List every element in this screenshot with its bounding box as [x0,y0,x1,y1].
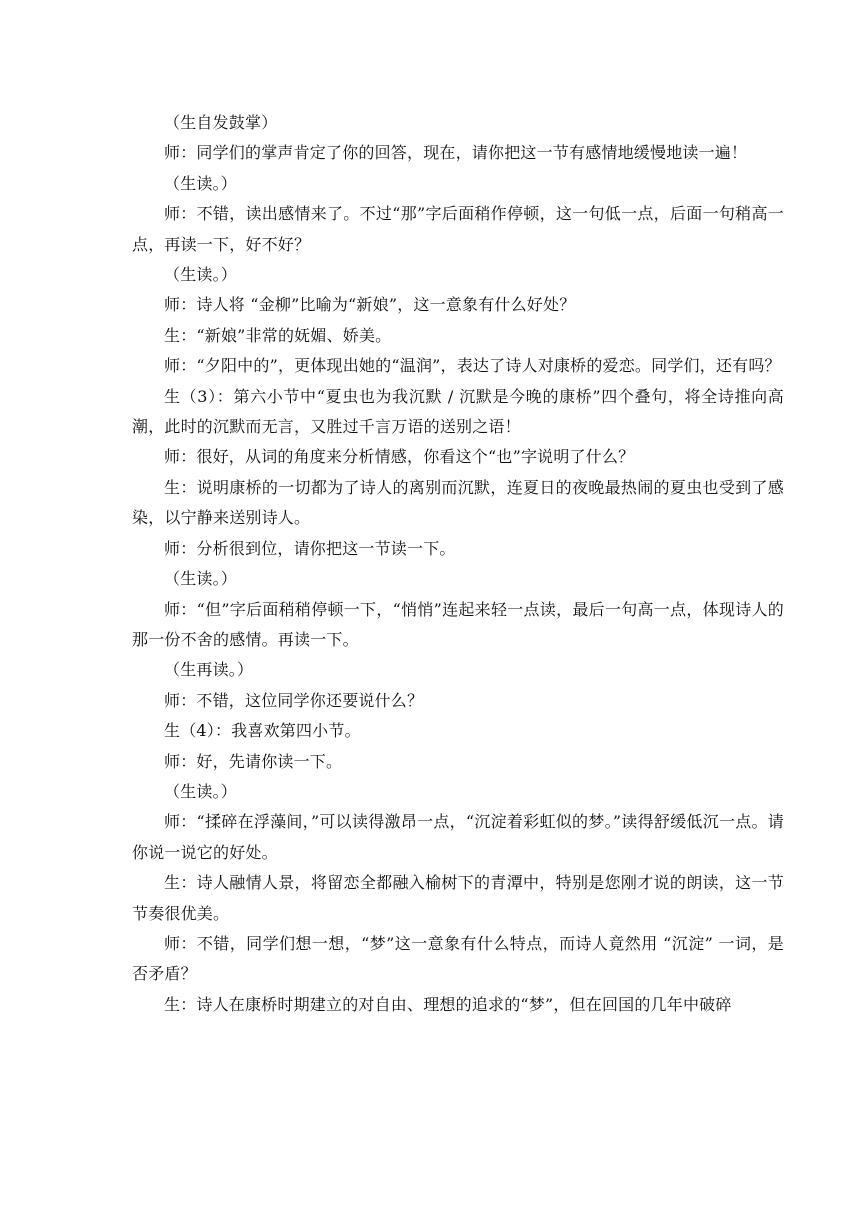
paragraph-teacher: 师：“揉碎在浮藻间，”可以读得激昂一点，“沉淀着彩虹似的梦。”读得舒缓低沉一点。请你说一说它的好处。 [132,812,784,862]
paragraph-teacher: 师：很好，从词的角度来分析情感，你看这个“也”字说明了什么？ [164,447,635,467]
paragraph-stage-direction: （生读。） [164,569,238,589]
paragraph-teacher: 师：分析很到位，请你把这一节读一下。 [164,538,456,558]
paragraph-stage-direction: （生再读。） [164,660,254,680]
paragraph-teacher: 师：同学们的掌声肯定了你的回答，现在，请你把这一节有感情地缓慢地读一遍！ [164,143,748,163]
paragraph-student: 生（4）：我喜欢第四小节。 [164,721,361,741]
paragraph-student: 生（3）：第六小节中“夏虫也为我沉默 / 沉默是今晚的康桥”四个叠句，将全诗推向高潮，此时的沉默而无言，又胜过千言万语的送别之语！ [132,386,784,437]
paragraph-teacher: 师：“夕阳中的”，更体现出她的“温润”，表达了诗人对康桥的爱恋。同学们，还有吗？ [164,356,781,376]
paragraph-teacher: 师：不错，读出感情来了。不过“那”字后面稍作停顿，这一句低一点，后面一句稍高一点，再读一下，好不好？ [132,204,784,254]
paragraph-student: 生：诗人融情人景，将留恋全都融入榆树下的青潭中，特别是您刚才说的朗读，这一节节奏很优美。 [132,873,784,923]
paragraph-teacher: 师：不错，同学们想一想，“梦”这一意象有什么特点，而诗人竟然用 “沉淀” 一词，是否矛盾？ [132,933,784,984]
paragraph-stage-direction: （生读。） [164,265,238,285]
paragraph-student: 生：说明康桥的一切都为了诗人的离别而沉默，连夏日的夜晚最热闹的夏虫也受到了感染，以宁静来送别诗人。 [132,477,784,528]
paragraph-student: 生：诗人在康桥时期建立的对自由、理想的追求的“梦”，但在回国的几年中破碎 [164,994,732,1014]
paragraph-student: 生：“新娘”非常的妩媚、娇美。 [164,325,392,345]
paragraph-teacher: 师：“但”字后面稍稍停顿一下，“悄悄”连起来轻一点读，最后一句高一点，体现诗人的那一份不舍的感情。再读一下。 [132,599,784,649]
paragraph-teacher: 师：不错，这位同学你还要说什么？ [164,690,424,710]
paragraph-teacher: 师：诗人将 “金柳”比喻为“新娘”，这一意象有什么好处？ [164,295,576,315]
paragraph-stage-direction: （生读。） [164,781,238,801]
paragraph-stage-direction: （生自发鼓掌） [164,113,278,132]
paragraph-stage-direction: （生读。） [164,173,238,193]
paragraph-teacher: 师：好，先请你读一下。 [164,751,343,771]
document-body [132,108,784,1020]
